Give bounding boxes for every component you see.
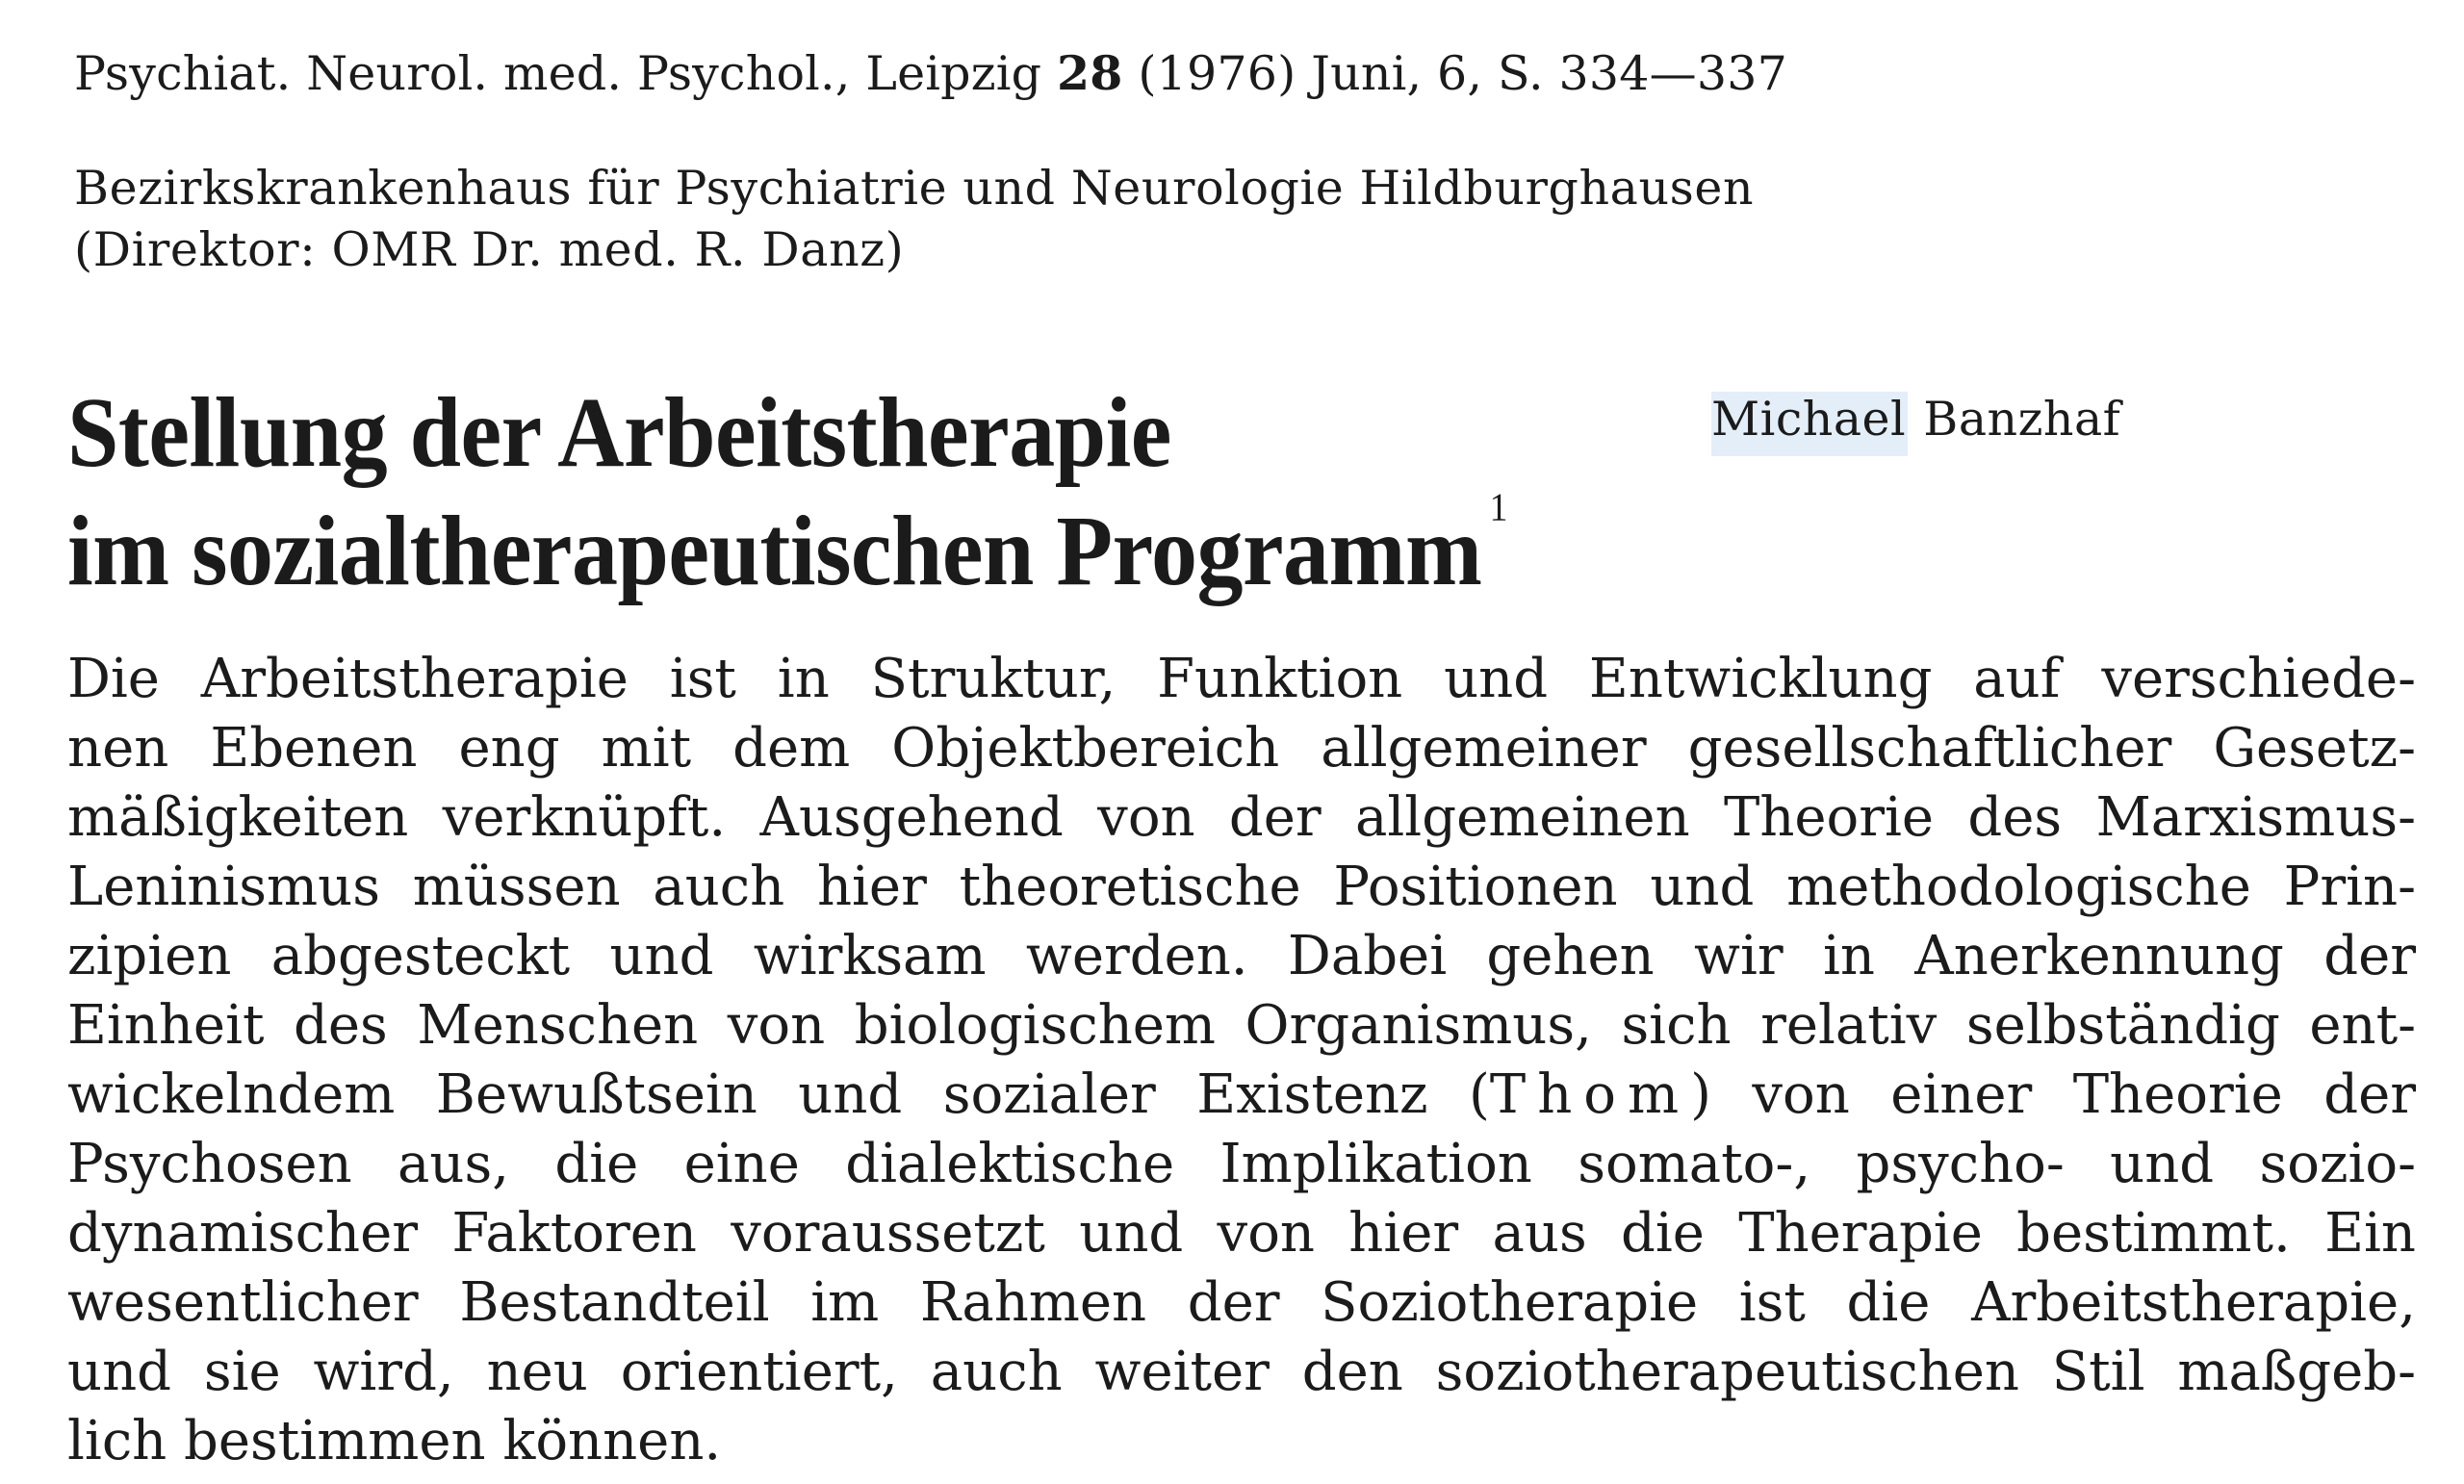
footnote-mark: 1: [1489, 485, 1507, 529]
institution-name: Bezirkskrankenhaus für Psychiatrie und Neurologie Hildburghausen: [74, 161, 1755, 216]
body-line-7-end: ) von einer Theorie der: [1690, 1063, 2416, 1126]
body-line: mäßigkeiten verknüpft. Ausgehend von der allgemeinen Theorie des Marxismus-: [67, 786, 2416, 849]
body-line: [67, 1061, 2416, 1130]
author-last-name: Banzhaf: [1908, 392, 2121, 447]
body-line: dynamischer Faktoren voraussetzt und von hier aus die Therapie bestimmt. Ein: [67, 1202, 2416, 1265]
body-paragraph: [67, 645, 2416, 1476]
body-line: wesentlicher Bestandteil im Rahmen der Soziotherapie ist die Arbeitstherapie,: [67, 1271, 2416, 1334]
body-line: nen Ebenen eng mit dem Objektbereich allgemeiner gesellschaftlicher Gesetz-: [67, 717, 2416, 780]
title-line-1: Stellung der Arbeitstherapie: [67, 376, 1171, 488]
body-line: Psychosen aus, die eine dialektische Implikation somato-, psycho- und sozio-: [67, 1133, 2416, 1195]
institution-director: (Direktor: OMR Dr. med. R. Danz): [74, 222, 905, 277]
journal-citation: [74, 35, 1787, 113]
body-line: Leninismus müssen auch hier theoretische Positionen und methodologische Prin-: [67, 856, 2416, 918]
author-first-name: Michael: [1711, 392, 1908, 456]
title-line-2-text: im sozialtherapeutischen Programm: [67, 495, 1482, 606]
institution-block: [74, 158, 1754, 281]
body-line: und sie wird, neu orientiert, auch weiter den soziotherapeutischen Stil maßgeb-: [67, 1341, 2416, 1403]
body-line: lich bestimmen können.: [67, 1410, 722, 1472]
cited-author-name: Thom: [1489, 1063, 1691, 1126]
author-name: [1711, 389, 2120, 450]
body-line: zipien abgesteckt und wirksam werden. Dabei gehen wir in Anerkennung der: [67, 925, 2416, 987]
body-line: Einheit des Menschen von biologischem Organismus, sich relativ selbständig ent-: [67, 994, 2416, 1057]
title-line-2: [67, 485, 1507, 631]
article-title: [67, 373, 1507, 631]
citation-volume: 28: [1056, 45, 1123, 101]
citation-suffix: (1976) Juni, 6, S. 334—337: [1122, 46, 1787, 101]
body-line: Die Arbeitstherapie ist in Struktur, Funktion und Entwicklung auf verschiede-: [67, 648, 2416, 710]
citation-prefix: Psychiat. Neurol. med. Psychol., Leipzig: [74, 46, 1057, 101]
body-line-7-start: wickelndem Bewußtsein und sozialer Existenz (: [67, 1063, 1490, 1126]
